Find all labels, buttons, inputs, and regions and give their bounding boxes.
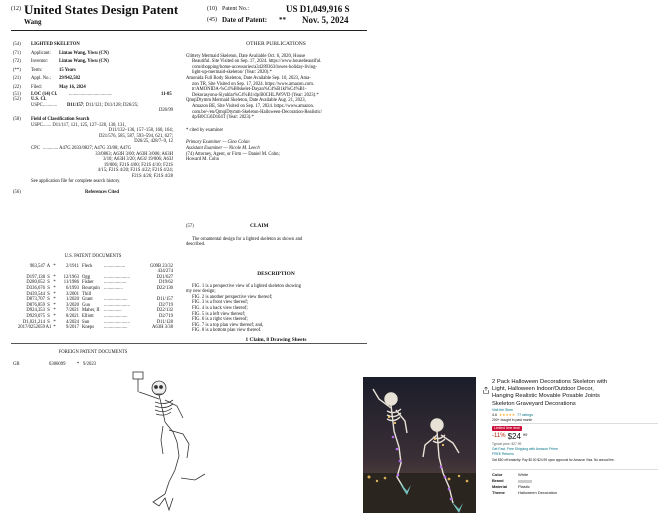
- us-doc-kind: S: [47, 274, 50, 280]
- us-doc-dots: ....................: [104, 313, 128, 319]
- claim-text: described.: [186, 242, 206, 248]
- us-doc-number: D197,138: [26, 274, 45, 280]
- us-doc-kind: A: [46, 263, 51, 269]
- inventor-surname: Wang: [24, 18, 42, 26]
- us-doc-dots: ..................: [104, 263, 126, 269]
- discount-percent: -11%: [492, 433, 506, 439]
- us-doc-star: *: [53, 274, 56, 280]
- divider: [492, 469, 658, 470]
- us-doc-name: Ogg: [82, 274, 91, 280]
- uspc-bold: D11/157: [67, 102, 84, 108]
- price-cents: 99: [522, 432, 528, 437]
- description-heading: DESCRIPTION: [257, 271, 295, 277]
- us-doc-dots: ....................: [104, 297, 128, 303]
- filed-label: Filed:: [31, 84, 42, 90]
- desc-line: FIG. 3 is a front view thereof;: [192, 300, 249, 306]
- footer-rule: [11, 343, 367, 344]
- us-doc-star: *: [53, 302, 56, 308]
- search-uspc-line: ....... D11/117, 121, 125, 127–128, 130, 131,: [43, 122, 126, 128]
- pub-line: light-up-mermaid-skeleton/ (Year: 2020).*: [192, 70, 272, 76]
- search-code: (58): [13, 116, 21, 122]
- uspc-rest2: D26/99: [158, 108, 173, 114]
- rating-value: 4.6: [492, 413, 497, 417]
- pub-line: com/shopping/home-accessories/a34289363/lowes-holiday-living-: [192, 64, 317, 70]
- attorney-line: Howard M. Cohn: [186, 157, 219, 163]
- primary-examiner: Primary Examiner — Gino Colan: [186, 140, 250, 146]
- pub-line: zon TR, Site Visited on Sep. 17, 2024. https://www.amazon.com.: [192, 81, 315, 87]
- us-doc-class: A63H 3/38: [152, 325, 173, 331]
- us-doc-class: D11/157: [156, 297, 173, 303]
- us-doc-class: D2/719: [158, 302, 173, 308]
- us-doc-kind: A1: [45, 325, 52, 331]
- us-doc-kind: S: [47, 302, 50, 308]
- pub-line: Dekorasyonu-Siyahlar%C4%B1/dp/B0CHLJW9VD (Year: 2023).*: [192, 92, 319, 98]
- term-value: 15 Years: [59, 67, 76, 73]
- pub-line: Amonida Full Body Skeleton, Date Available Sep. 10, 2023, Ama-: [186, 75, 311, 81]
- product-title-line: Hanging Realistic Movable Posable Joints: [492, 393, 600, 400]
- uspc-label: USPC: [31, 102, 43, 108]
- search-cpc-label: CPC: [31, 145, 40, 151]
- us-doc-class: 434/274: [157, 269, 173, 275]
- us-doc-name: Bourquin: [82, 285, 100, 291]
- spec-value: White: [518, 472, 529, 477]
- appl-code: (21): [13, 76, 21, 82]
- us-doc-date: 3/2020: [65, 302, 79, 308]
- price-value: $24: [507, 432, 521, 441]
- us-doc-dots: ......................: [104, 302, 130, 308]
- attorney-line: (74) Attorney, Agent, or Firm — Daniel M. Cohn;: [186, 151, 280, 157]
- pub-line: com.be/-/en/QmqiDtymm-Skeleton-Halloween-Decoration-Realistic/: [192, 109, 323, 115]
- pub-line: dp/B0CG6D164T (Year: 2023).*: [192, 115, 254, 121]
- us-doc-class: D21/627: [156, 274, 173, 280]
- us-doc-date: 4/2024: [65, 319, 79, 325]
- desc-line: FIG. 6 is a right view thereof;: [192, 317, 248, 323]
- search-cpc-line: 19/006; F21S 4/00; F21S 4/10; F21S: [103, 162, 173, 168]
- term-label: Term:: [31, 67, 43, 73]
- us-doc-name: Sun: [82, 319, 90, 325]
- uscl-code: (52): [13, 97, 21, 103]
- claim-heading: CLAIM: [250, 223, 269, 229]
- inventor-value: Lintao Wang, Yiwu (CN): [59, 59, 109, 65]
- cited-note: * cited by examiner: [186, 127, 224, 133]
- us-doc-class: D19/62: [158, 280, 173, 286]
- pub-line: Beautiful. Site Visited on Sep. 17, 2024. https://www.housebeautiful.: [192, 59, 322, 65]
- us-doc-star: *: [53, 313, 56, 319]
- search-uspc-line: D11/132–136, 157–158, 160, 164;: [108, 128, 173, 134]
- us-doc-number: 2017/0252659: [17, 325, 45, 331]
- us-doc-dots: ......................: [104, 319, 130, 325]
- share-icon[interactable]: [483, 381, 489, 388]
- us-doc-dots: ...............: [104, 308, 122, 314]
- us-patent-documents: [13, 254, 173, 331]
- us-doc-number: D876,859: [26, 302, 45, 308]
- search-cpc-line: 4/15; F21S 4/20; F21S 4/22; F21S 4/24;: [97, 168, 173, 174]
- claim-text: The ornamental design for a lighted skeleton as shown and: [192, 236, 303, 242]
- us-doc-star: *: [53, 319, 56, 325]
- product-title-line: 2 Pack Halloween Decorations Skeleton with: [492, 379, 608, 385]
- search-cpc-line: 3/10; A63H 3/20; A63J 19/006; A63J: [103, 157, 173, 163]
- us-doc-class: G09B 23/32: [149, 263, 173, 269]
- loc-label: LOC (14) Cl.: [31, 91, 58, 97]
- foreign-docs-heading: FOREIGN PATENT DOCUMENTS: [58, 350, 128, 355]
- inventor-label: Inventor:: [31, 59, 49, 65]
- card-offer[interactable]: Get $50 off instantly: Pay $0.00 $24.99 upon approval for Amazon Visa. No annual fee.: [492, 458, 615, 462]
- us-doc-number: 983,547: [29, 263, 45, 269]
- us-doc-number: D439,544: [26, 291, 45, 297]
- us-doc-dots: ....................: [104, 325, 128, 331]
- product-title: [492, 379, 658, 408]
- us-doc-row: [13, 325, 173, 331]
- us-doc-date: 11/1986: [63, 280, 79, 286]
- us-doc-star: *: [53, 325, 56, 331]
- filed-value: May 16, 2024: [59, 84, 86, 90]
- claim-code: (57): [186, 224, 194, 229]
- us-doc-number: D336,676: [26, 285, 45, 291]
- us-doc-dots: ................: [104, 285, 123, 291]
- product-pane: [478, 375, 659, 520]
- appl-value: 29/942,582: [59, 76, 81, 82]
- us-doc-class: D22/132: [156, 308, 173, 314]
- us-doc-name: Fleck: [82, 263, 93, 269]
- loc-code: (51): [13, 91, 21, 97]
- us-doc-kind: S: [47, 313, 50, 319]
- patent-date: Nov. 5, 2024: [302, 15, 349, 25]
- star-rating-icon[interactable]: ★★★★★: [499, 413, 516, 417]
- foreign-patent-documents: [13, 350, 173, 367]
- header-code-12: (12): [11, 6, 21, 12]
- us-doc-dots: ......................: [104, 274, 130, 280]
- us-doc-number: D1,021,214: [22, 319, 45, 325]
- spec-key: Theme: [492, 490, 505, 495]
- spec-table: [492, 472, 652, 496]
- us-doc-star: *: [53, 308, 56, 314]
- patent-drawing-skeleton: [125, 370, 235, 520]
- us-doc-kind: S: [47, 291, 50, 297]
- search-label: Field of Classification Search: [31, 116, 90, 122]
- us-doc-kind: S: [47, 297, 50, 303]
- us-doc-star: *: [53, 297, 56, 303]
- us-doc-kind: S: [47, 280, 50, 286]
- other-pubs-heading: OTHER PUBLICATIONS: [246, 41, 306, 47]
- brand-value-redacted: [518, 480, 532, 483]
- us-doc-class: D22/130: [156, 285, 173, 291]
- spec-value: Halloween Decoration: [518, 490, 558, 495]
- us-doc-kind: S: [47, 308, 50, 314]
- search-note: See application file for complete search history.: [31, 179, 121, 185]
- header-rule: [11, 30, 367, 31]
- foreign-country: GB: [13, 361, 20, 367]
- spec-key: Material: [492, 484, 508, 489]
- pub-line: tr/AMONIDA-%C4%B0skelet-Dayan%C4%B1kl%C4%B1-: [192, 87, 307, 93]
- us-doc-date: 6/1993: [65, 285, 79, 291]
- appl-label: Appl. No.:: [31, 76, 51, 82]
- us-doc-number: D924,353: [26, 308, 45, 314]
- spec-key: Brand: [492, 478, 504, 483]
- term-code: (**): [13, 67, 21, 73]
- foreign-doc-row: [13, 362, 173, 368]
- product-photo: [363, 377, 476, 513]
- us-doc-date: 8/2021: [65, 313, 79, 319]
- us-doc-star: *: [53, 263, 56, 269]
- foreign-star: *: [76, 361, 80, 367]
- refs-label: References Cited: [85, 190, 119, 196]
- design-title: LIGHTED SKELETON: [31, 42, 80, 47]
- product-title-line: Skeleton Graveyard Decorations: [492, 400, 576, 407]
- desc-line: my new design;: [186, 289, 216, 295]
- us-docs-table: [13, 264, 173, 331]
- header-code-45: (45): [207, 17, 217, 23]
- search-cpc-line: F21S 4/26; F21S 4/28: [131, 173, 173, 179]
- desc-line: FIG. 1 is a perspective view of a lighted skeleton showing: [192, 283, 301, 289]
- deal-badge: Limited time deal: [494, 426, 520, 430]
- assistant-examiner: Assistant Examiner — Nicole M. Leech: [186, 145, 260, 151]
- us-doc-name: Guo: [82, 302, 91, 308]
- spec-row: [492, 490, 652, 496]
- patent-title: United States Design Patent: [24, 2, 179, 17]
- divider: [492, 423, 658, 424]
- search-uspc-label: USPC: [31, 122, 43, 128]
- us-doc-number: D929,075: [26, 313, 45, 319]
- title-code: (54): [13, 42, 21, 47]
- us-doc-kind: S: [47, 285, 50, 291]
- us-doc-date: 2/1911: [66, 263, 79, 269]
- us-doc-number: D280,652: [26, 280, 45, 286]
- desc-line: FIG. 7 is a top plan view thereof; and,: [192, 322, 264, 328]
- desc-line: FIG. 5 is a left view thereof;: [192, 311, 246, 317]
- applicant-label: Applicant:: [31, 50, 51, 56]
- product-title-line: Light, Halloween Indoor/Outdoor Decor,: [492, 386, 594, 393]
- description-section: [186, 272, 366, 334]
- prime-shipping-link[interactable]: Get Fast, Free Shipping with Amazon Prime: [492, 447, 558, 451]
- patent-number: US D1,049,916 S: [286, 4, 350, 14]
- claims-sheets-footer: 1 Claim, 8 Drawing Sheets: [245, 337, 307, 343]
- search-uspc-line: D26/25, 428/7–9, 12: [134, 139, 173, 145]
- us-doc-date: 9/2017: [65, 325, 79, 331]
- other-publications: [186, 42, 366, 163]
- uspc-rest: ; D11/121; D11/128; D26/25;: [83, 102, 139, 108]
- us-doc-number: D873,707: [26, 297, 45, 303]
- us-doc-kind: S: [47, 319, 50, 325]
- patent-no-label: Patent No.:: [222, 6, 249, 12]
- us-doc-date: 1/2020: [65, 297, 79, 303]
- uspc-dots: ............: [43, 102, 58, 108]
- inventor-code: (72): [13, 59, 21, 65]
- filed-code: (22): [13, 84, 21, 90]
- us-doc-date: 12/1963: [63, 274, 79, 280]
- claim-section: [186, 224, 366, 248]
- us-doc-date: 7/2021: [65, 308, 79, 314]
- search-cpc-line: 33/0863; A63H 3/00; A63H 3/006; A63H: [95, 151, 173, 157]
- desc-line: FIG. 2 is another perspective view thereof;: [192, 294, 273, 300]
- rating-row: [492, 413, 533, 417]
- search-cpc-line: ............. A47G 2033/0827; A47G 33/08; A47G: [43, 145, 132, 151]
- applicant-code: (71): [13, 50, 21, 56]
- us-doc-date: 3/2001: [65, 291, 79, 297]
- foreign-number: 6306099: [49, 361, 66, 367]
- us-doc-star: *: [53, 285, 56, 291]
- spec-key: Color: [492, 472, 503, 477]
- us-doc-star: *: [53, 280, 56, 286]
- store-link[interactable]: Visit the Store: [492, 408, 514, 412]
- us-doc-star: *: [53, 291, 56, 297]
- pub-line: Glittery Mermaid Skeleton, Date Available Oct. 6, 2020, House: [186, 53, 306, 59]
- pub-line: Amazon BE, Site Visited on Sep. 17, 2024. https://www.amazon.: [192, 103, 314, 109]
- us-doc-name: Thill: [82, 291, 92, 297]
- ratings-count-link[interactable]: 77 ratings: [517, 413, 533, 417]
- us-doc-name: Elliott: [82, 313, 94, 319]
- us-doc-name: Kneps: [82, 325, 94, 331]
- loc-value: 11-05: [161, 91, 172, 97]
- uscl-label: U.S. Cl.: [31, 97, 47, 103]
- search-uspc-line: D21/576, 585, 587, 593–594, 621, 627;: [99, 133, 173, 139]
- us-doc-name: Fisher: [82, 280, 94, 286]
- bought-count: 200+ bought in past month: [492, 418, 533, 422]
- prime-shipping: [492, 447, 558, 451]
- foreign-date: 9/2023: [83, 361, 97, 367]
- loc-dots: .....................................: [69, 91, 113, 97]
- spec-value: Plastic: [518, 484, 530, 489]
- us-doc-dots: ...................: [104, 280, 127, 286]
- refs-code: (56): [13, 190, 21, 196]
- free-returns-link[interactable]: FREE Returns: [492, 452, 514, 456]
- header-code-10: (10): [207, 6, 217, 12]
- date-label: Date of Patent:: [222, 16, 268, 24]
- us-doc-name: Grant: [82, 297, 93, 303]
- us-docs-heading: U.S. PATENT DOCUMENTS: [64, 254, 122, 259]
- us-doc-class: D11/128: [156, 319, 173, 325]
- price-row: [492, 432, 527, 441]
- us-doc-class: D2/719: [158, 313, 173, 319]
- desc-line: FIG. 8 is a bottom plan view thereof.: [192, 328, 262, 334]
- date-stars: **: [279, 16, 286, 24]
- applicant-value: Lintao Wang, Yiwu (CN): [59, 50, 109, 56]
- biblio-left: [13, 42, 173, 201]
- typical-price: Typical price: $27.99: [492, 442, 522, 446]
- pub-line: QmqiDtymm Mermaid Skeleton, Date Available Aug. 21, 2023,: [186, 98, 306, 104]
- us-doc-name: Maher, II: [82, 308, 100, 314]
- desc-line: FIG. 4 is a back view thereof;: [192, 305, 248, 311]
